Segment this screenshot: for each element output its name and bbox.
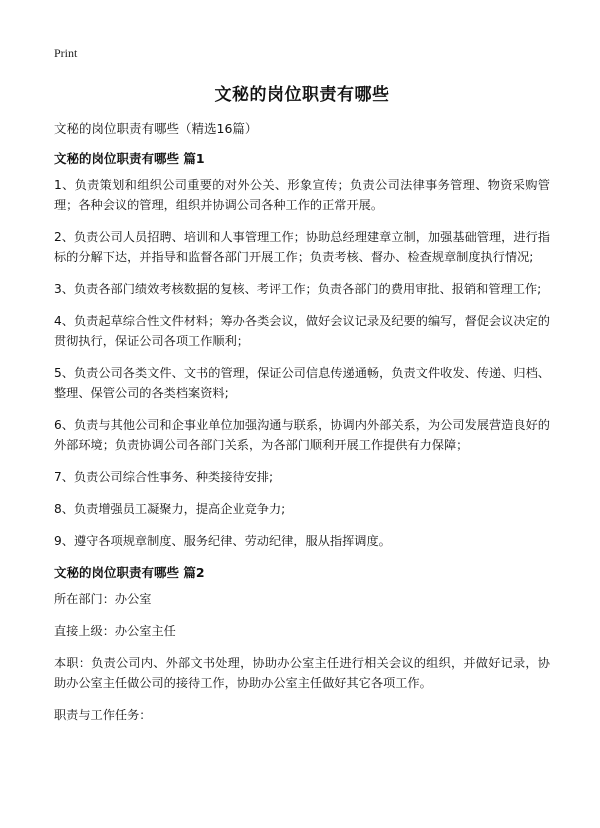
section1-item: 8、负责增强员工凝聚力，提高企业竞争力;: [54, 502, 286, 516]
section1-item: 6、负责与其他公司和企事业单位加强沟通与联系，协调内外部关系，为公司发展营造良好的外部环境；负责协调公司各部门关系，为各部门顺利开展工作提供有力保障；: [54, 418, 550, 452]
document-subtitle: 文秘的岗位职责有哪些（精选16篇）: [54, 121, 258, 136]
print-label: Print: [54, 46, 78, 60]
section2-item: 直接上级：办公室主任: [54, 624, 176, 638]
document-title: 文秘的岗位职责有哪些: [214, 85, 390, 105]
section1-item: 2、负责公司人员招聘、培训和人事管理工作；协助总经理建章立制，加强基础管理，进行指标的分解下达，并指导和监督各部门开展工作；负责考核、督办、检查规章制度执行情况;: [54, 230, 550, 264]
section-heading-2: 文秘的岗位职责有哪些 篇2: [54, 565, 205, 580]
section1-item: 7、负责公司综合性事务、种类接待安排;: [54, 470, 274, 484]
section1-item: 4、负责起草综合性文件材料；筹办各类会议，做好会议记录及纪要的编写，督促会议决定的贯彻执行，保证公司各项工作顺利；: [54, 314, 550, 348]
section2-item: 本职：负责公司内、外部文书处理，协助办公室主任进行相关会议的组织，并做好记录，协助办公室主任做公司的接待工作，协助办公室主任做好其它各项工作。: [54, 656, 550, 690]
section1-item: 5、负责公司各类文件、文书的管理，保证公司信息传递通畅，负责文件收发、传递、归档、整理、保管公司的各类档案资料;: [54, 366, 550, 400]
section1-item: 9、遵守各项规章制度、服务纪律、劳动纪律，服从指挥调度。: [54, 534, 391, 548]
section-heading-1: 文秘的岗位职责有哪些 篇1: [54, 151, 205, 166]
section2-item: 职责与工作任务：: [54, 708, 152, 722]
section2-item: 所在部门：办公室: [54, 592, 152, 606]
section1-item: 1、负责策划和组织公司重要的对外公关、形象宣传；负责公司法律事务管理、物资采购管理；各种会议的管理，组织并协调公司各种工作的正常开展。: [54, 178, 550, 212]
section1-item: 3、负责各部门绩效考核数据的复核、考评工作；负责各部门的费用审批、报销和管理工作;: [54, 282, 542, 296]
